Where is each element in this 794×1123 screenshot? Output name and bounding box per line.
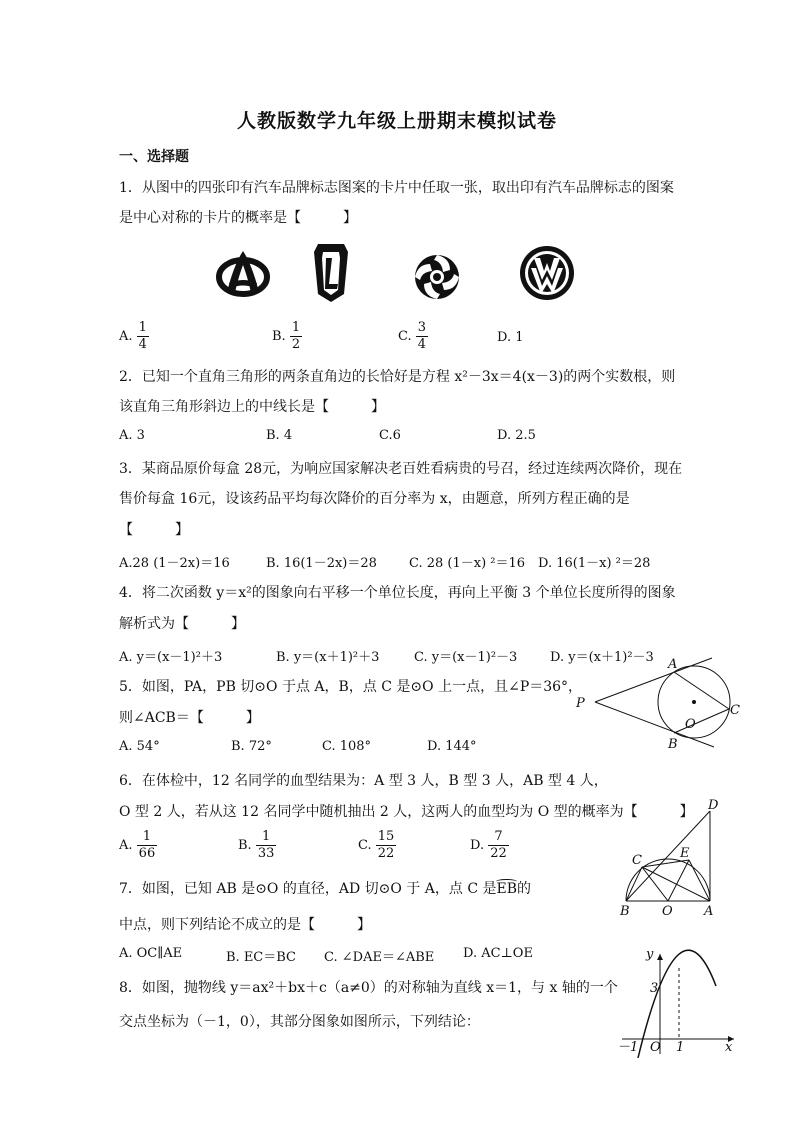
logo-2-icon	[312, 240, 350, 304]
volkswagen-logo-icon	[518, 244, 576, 302]
q3-option-b: B. 16(1－2x)＝28	[266, 556, 377, 571]
q2-option-c: C.6	[379, 428, 401, 443]
q8-label-three: 3	[650, 981, 659, 996]
q8-parabola-figure	[614, 946, 744, 1058]
q6-line1: 6．在体检中，12 名同学的血型结果为：A 型 3 人，B 型 3 人，AB 型 4 人，	[119, 773, 608, 789]
q8-label-neg1: －1	[617, 1040, 639, 1055]
q5-option-b: B. 72°	[231, 739, 272, 754]
q6-option-b: B. $\frac{1}{33}$	[238, 829, 275, 861]
q7-label-b: B	[620, 904, 630, 919]
q3-line3: 【 】	[119, 522, 189, 538]
q6-option-d: D. $\frac{7}{22}$	[470, 829, 507, 861]
q7-option-b: B. EC＝BC	[226, 950, 296, 965]
logo-3-icon	[410, 250, 464, 304]
q7-label-a: A	[704, 904, 714, 919]
q7-option-d: D. AC⊥OE	[463, 946, 533, 961]
q7-label-c: C	[632, 853, 642, 868]
q6-option-c: C. $\frac{15}{22}$	[358, 829, 395, 861]
q1-option-a: A. $\frac{1}{4}$	[119, 320, 147, 352]
q4-line2: 解析式为【 】	[119, 616, 245, 632]
q5-label-o: O	[685, 717, 696, 732]
q5-option-a: A. 54°	[119, 739, 160, 754]
q5-label-c: C	[730, 703, 740, 718]
q7-option-c: C. ∠DAE＝∠ABE	[324, 950, 435, 965]
q3-option-a: A.28 (1－2x)＝16	[119, 556, 230, 571]
q4-line1: 4．将二次函数 y＝x²的图象向右平移一个单位长度，再向上平衡 3 个单位长度所得的图象	[119, 585, 676, 601]
q1-option-c: C. $\frac{3}{4}$	[398, 320, 427, 352]
q2-option-a: A. 3	[119, 428, 145, 443]
q8-label-x: x	[725, 1040, 733, 1055]
q5-label-b: B	[668, 737, 678, 752]
q7-semicircle-figure	[612, 797, 732, 919]
q8-label-one: 1	[676, 1040, 685, 1055]
q7-label-e: E	[680, 846, 690, 861]
logo-1-icon	[215, 243, 271, 303]
q4-option-d: D. y＝(x＋1)²－3	[550, 650, 654, 665]
q4-option-b: B. y＝(x＋1)²＋3	[276, 650, 380, 665]
q6-line2: O 型 2 人，若从这 12 名同学中随机抽出 2 人，这两人的血型均为 O 型的概率为【 】	[119, 804, 694, 820]
q8-label-y: y	[646, 947, 654, 962]
page-title: 人教版数学九年级上册期末模拟试卷	[236, 110, 557, 132]
q7-label-d: D	[708, 798, 719, 813]
q7-label-o: O	[662, 904, 673, 919]
q3-option-c: C. 28 (1－x) ²＝16	[409, 556, 526, 571]
q8-line1: 8．如图，抛物线 y＝ax²＋bx＋c（a≠0）的对称轴为直线 x＝1，与 x 轴的一个	[119, 980, 618, 996]
q7-arc-eb: EB	[496, 881, 517, 897]
q8-line2: 交点坐标为（－1，0），其部分图象如图所示，下列结论：	[119, 1014, 480, 1030]
q7-option-a: A. OC∥AE	[119, 946, 183, 961]
q2-option-b: B. 4	[266, 428, 293, 443]
q3-line1: 3．某商品原价每盒 28元，为响应国家解决老百姓看病贵的号召，经过连续两次降价，现在	[119, 461, 683, 477]
q5-line2: 则∠ACB＝【 】	[119, 710, 260, 726]
q8-label-o: O	[650, 1040, 661, 1055]
q5-label-a: A	[668, 657, 678, 672]
q2-line1: 2．已知一个直角三角形的两条直角边的长恰好是方程 x²－3x＝4(x－3)的两个实数根，则	[119, 369, 676, 385]
q1-option-d: D. 1	[497, 330, 524, 345]
q5-label-p: P	[576, 696, 585, 711]
q1-line1: 1．从图中的四张印有汽车品牌标志图案的卡片中任取一张，取出印有汽车品牌标志的图案	[119, 180, 674, 196]
q1-option-b: B. $\frac{1}{2}$	[272, 320, 301, 352]
q5-option-c: C. 108°	[322, 739, 372, 754]
q5-line1: 5．如图，PA，PB 切⊙O 于点 A，B，点 C 是⊙O 上一点，且∠P＝36°，	[119, 679, 583, 695]
q5-tangent-figure	[570, 652, 750, 754]
q7-line2: 中点，则下列结论不成立的是【 】	[119, 917, 371, 933]
q3-option-d: D. 16(1－x) ²＝28	[538, 556, 651, 571]
q7-line1: 7．如图，已知 AB 是⊙O 的直径，AD 切⊙O 于 A，点 C 是 EB的	[119, 881, 531, 897]
q4-option-a: A. y＝(x－1)²＋3	[119, 650, 223, 665]
q2-line2: 该直角三角形斜边上的中线长是【 】	[119, 399, 385, 415]
q6-option-a: A. $\frac{1}{66}$	[119, 829, 156, 861]
q1-line2: 是中心对称的卡片的概率是【 】	[119, 210, 357, 226]
q2-option-d: D. 2.5	[497, 428, 536, 443]
q5-option-d: D. 144°	[427, 739, 477, 754]
q4-option-c: C. y＝(x－1)²－3	[414, 650, 518, 665]
q3-line2: 售价每盒 16元，设该药品平均每次降价的百分率为 x，由题意，所列方程正确的是	[119, 491, 630, 507]
section-heading: 一、选择题	[119, 149, 189, 165]
